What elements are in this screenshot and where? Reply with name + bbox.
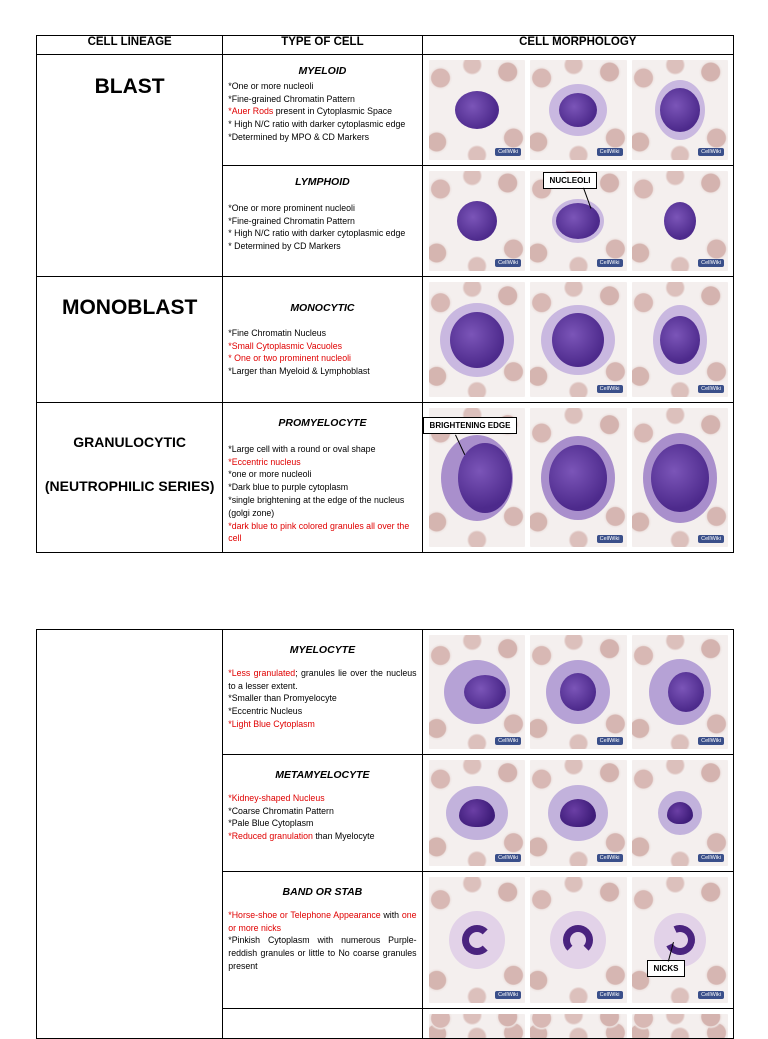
desc-star: * [228,456,232,467]
desc-star: * [228,340,232,351]
header-type-of-cell: TYPE OF CELL [223,36,422,55]
desc-line [228,456,416,469]
micrograph [429,635,525,749]
cellwiki-watermark: CellWiki [495,991,521,999]
micrograph [530,760,626,866]
desc-star: * [228,667,232,678]
micrograph [632,408,728,547]
desc-highlight: Horse-shoe or Telephone Appearance [231,909,381,920]
cellwiki-watermark: CellWiki [597,385,623,393]
header-cell-morphology: CELL MORPHOLOGY [422,36,733,55]
lineage-monoblast-label: MONOBLAST [61,296,198,319]
desc-star: * [228,718,232,729]
cellwiki-watermark: CellWiki [698,148,724,156]
micrograph [429,1014,525,1038]
lineage-monoblast-cell [37,277,223,403]
desc-text: ; granules lie over the nucleus to a lesser extent. [228,667,417,691]
desc-star: * [228,106,232,117]
cellwiki-watermark: CellWiki [698,259,724,267]
type-title: MONOCYTIC [290,302,355,314]
micrograph [429,60,525,160]
lineage-granulocytic-cell [37,403,223,553]
cell-lineage-table [36,35,734,553]
micrograph [530,408,626,547]
type-title: LYMPHOID [295,176,350,188]
micrograph [530,877,626,1003]
morphology-myelocyte [422,630,733,755]
desc-highlight: Auer Rods [231,106,274,117]
desc-line: *Fine-grained Chromatin Pattern [228,93,355,104]
type-promyelocyte [223,403,422,553]
micrograph [632,60,728,160]
micrograph [429,282,525,397]
type-monocytic [223,277,422,403]
lineage-continued-cell [37,630,223,1039]
brightening-edge-callout: BRIGHTENING EDGE [423,417,518,434]
cellwiki-watermark: CellWiki [698,385,724,393]
desc-line [228,352,416,365]
morphology-lymphoid [422,166,733,277]
micrograph [429,171,525,271]
desc-line: *Dark blue to purple cytoplasm [228,482,349,493]
nucleoli-callout: NUCLEOLI [543,172,598,189]
type-band-or-stab [223,872,422,1009]
cellwiki-watermark: CellWiki [698,737,724,745]
desc-line: * Determined by CD Markers [228,241,341,252]
desc-highlight: Less granulated [231,667,296,678]
micrograph [530,1014,626,1038]
desc-line: *Pale Blue Cytoplasm [228,818,314,829]
desc-line: *Coarse Chromatin Pattern [228,805,334,816]
desc-line [228,520,416,546]
cellwiki-watermark: CellWiki [698,535,724,543]
header-cell-lineage: CELL LINEAGE [37,36,223,55]
type-title: METAMYELOCYTE [275,769,370,781]
nicks-callout: NICKS [647,960,686,977]
desc-line: *Large cell with a round or oval shape [228,443,376,454]
desc-highlight: dark blue to pink colored granules all over the cell [228,520,410,544]
cellwiki-watermark: CellWiki [597,535,623,543]
micrograph [429,877,525,1003]
desc-line [228,830,416,843]
micrograph [632,760,728,866]
desc-line [228,718,416,731]
type-title: MYELOID [298,65,347,77]
desc-line [228,909,416,935]
morphology-promyelocyte [422,403,733,553]
desc-line: *Determined by MPO & CD Markers [228,131,370,142]
desc-highlight: Light Blue Cytoplasm [231,718,315,729]
desc-highlight: Reduced granulation [231,831,313,842]
cellwiki-watermark: CellWiki [597,737,623,745]
desc-star: * [228,520,232,531]
cellwiki-watermark: CellWiki [495,737,521,745]
micrograph [632,282,728,397]
type-title: BAND OR STAB [282,886,363,898]
desc-text: present in Cytoplasmic Space [273,106,393,117]
desc-line: *single brightening at the edge of the nucleus (golgi zone) [228,494,405,518]
desc-line: *Eccentric Nucleus [228,706,303,717]
desc-line: *one or more nucleoli [228,469,312,480]
desc-line: *One or more nucleoli [228,80,314,91]
cellwiki-watermark: CellWiki [597,148,623,156]
desc-text: than Myelocyte [312,831,375,842]
micrograph [530,282,626,397]
desc-line: *Smaller than Promyelocyte [228,693,337,704]
desc-line: * High N/C ratio with darker cytoplasmic edge [228,228,406,239]
desc-highlight: Kidney-shaped Nucleus [231,792,325,803]
desc-star: * [228,353,235,364]
desc-star: * [228,792,232,803]
lineage-neutrophilic-label: (NEUTROPHILIC SERIES) [44,478,215,494]
cellwiki-watermark: CellWiki [597,991,623,999]
cellwiki-watermark: CellWiki [597,854,623,862]
lineage-blast-label: BLAST [94,75,165,98]
morphology-metamyelocyte [422,755,733,872]
desc-highlight: Eccentric nucleus [231,456,301,467]
cellwiki-watermark: CellWiki [698,854,724,862]
type-metamyelocyte [223,755,422,872]
desc-line: *Larger than Myeloid & Lymphoblast [228,366,370,377]
desc-line: *Fine Chromatin Nucleus [228,327,327,338]
micrograph [530,60,626,160]
desc-highlight: One or two prominent nucleoli [234,353,352,364]
micrograph [632,635,728,749]
morphology-monocytic [422,277,733,403]
cellwiki-watermark: CellWiki [495,148,521,156]
micrograph [632,1014,728,1038]
type-myeloid [223,55,422,166]
type-title: MYELOCYTE [289,644,356,656]
type-lymphoid [223,166,422,277]
desc-line: *One or more prominent nucleoli [228,202,355,213]
lineage-granulocytic-label: GRANULOCYTIC [73,434,187,450]
morphology-myeloid [422,55,733,166]
morphology-band [422,872,733,1009]
desc-line: * High N/C ratio with darker cytoplasmic edge [228,119,406,130]
cellwiki-watermark: CellWiki [495,854,521,862]
neutrophilic-series-table [36,629,734,1039]
type-myelocyte [223,630,422,755]
cellwiki-watermark: CellWiki [698,991,724,999]
micrograph [429,760,525,866]
desc-line: *Pinkish Cytoplasm with numerous Purple-reddish granules or little to No coarse granules present [228,935,417,971]
cellwiki-watermark: CellWiki [495,259,521,267]
desc-text: with [380,909,402,920]
desc-line: *Fine-grained Chromatin Pattern [228,215,355,226]
desc-line [228,667,416,693]
desc-highlight: one or more nicks [228,909,417,933]
desc-star: * [228,909,232,920]
desc-highlight: Small Cytoplasmic Vacuoles [231,340,343,351]
micrograph [632,171,728,271]
desc-star: * [228,831,232,842]
desc-line [228,340,416,353]
micrograph [530,635,626,749]
desc-line [228,105,416,118]
desc-line [228,792,416,805]
micrograph [632,877,728,1003]
type-title: PROMYELOCYTE [278,417,367,429]
cellwiki-watermark: CellWiki [597,259,623,267]
lineage-blast-cell [37,55,223,277]
